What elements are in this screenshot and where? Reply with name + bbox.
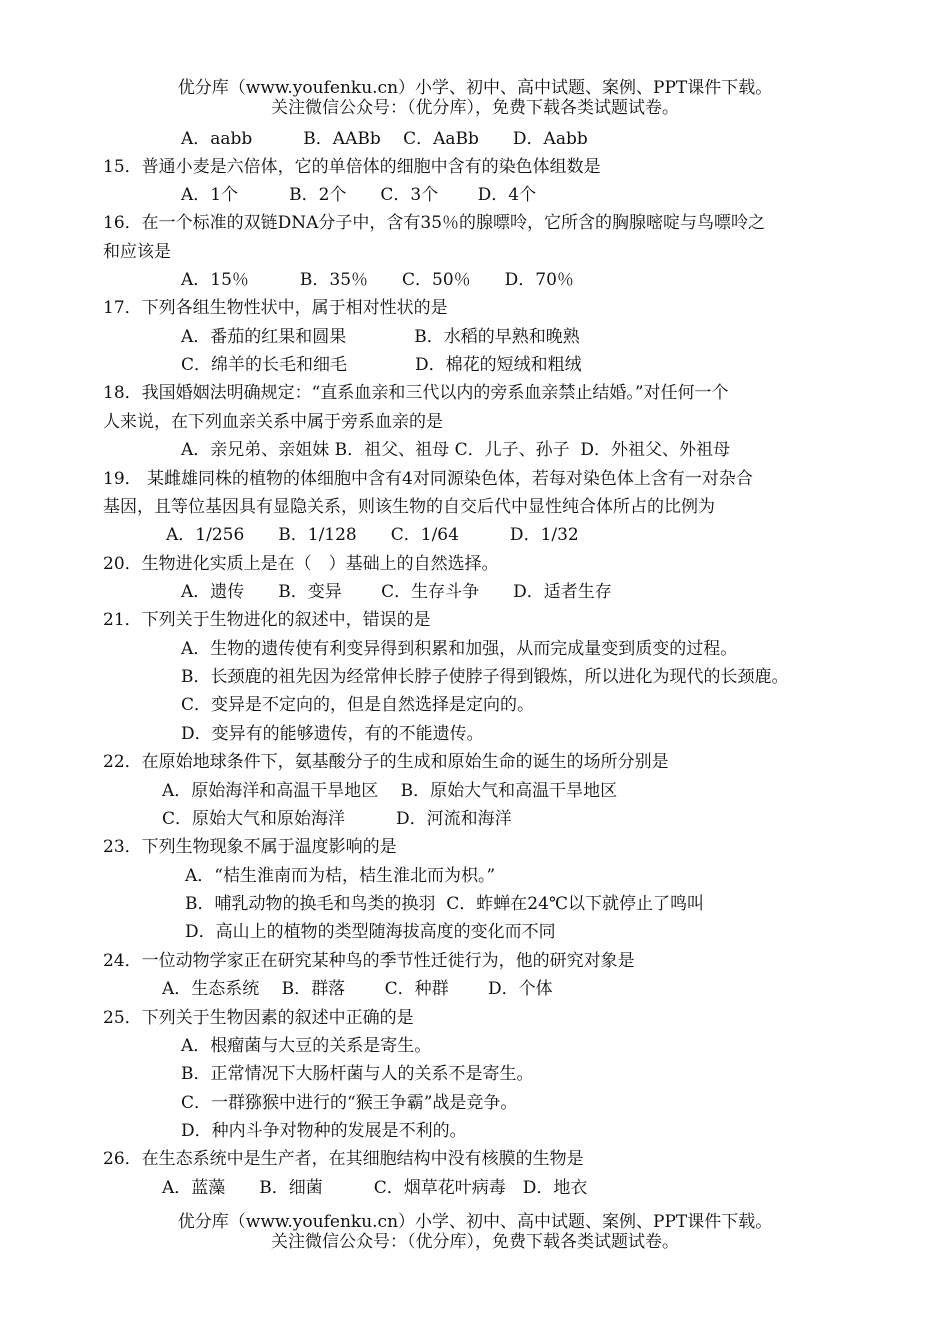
q22-options-2: C．原始大气和原始海洋 D．河流和海洋 [162,809,512,829]
footer-line-1: 优分库（www.youfenku.cn）小学、初中、高中试题、案例、PPT课件下载。 [177,1212,773,1232]
q23-option-a: A．“桔生淮南而为桔，桔生淮北而为枳。” [185,866,496,886]
q18-stem-1: 18．我国婚姻法明确规定：“直系血亲和三代以内的旁系血亲禁止结婚。”对任何一个 [103,383,729,403]
header-line-2: 关注微信公众号：（优分库），免费下载各类试题试卷。 [271,98,679,118]
q16-stem-2: 和应该是 [103,242,171,262]
q24-options: A．生态系统 B．群落 C．种群 D．个体 [162,979,553,999]
q15-stem: 15．普通小麦是六倍体，它的单倍体的细胞中含有的染色体组数是 [103,157,601,177]
q16-stem-1: 16．在一个标准的双链DNA分子中，含有35％的腺嘌呤，它所含的胸腺嘧啶与鸟嘌呤之 [103,213,766,233]
q17-options-1: A．番茄的红果和圆果 B．水稻的早熟和晚熟 [181,327,580,347]
q16-options: A．15％ B．35％ C．50％ D．70％ [181,270,574,290]
q14-options: A．aabb B．AABb C．AaBb D．Aabb [181,129,588,149]
q25-stem: 25．下列关于生物因素的叙述中正确的是 [103,1008,414,1028]
q25-option-b: B．正常情况下大肠杆菌与人的关系不是寄生。 [181,1064,534,1084]
q20-stem: 20．生物进化实质上是在（ ）基础上的自然选择。 [103,554,499,574]
q20-options: A．遗传 B．变异 C．生存斗争 D．适者生存 [181,582,612,602]
q15-options: A．1个 B．2个 C．3个 D．4个 [181,185,537,205]
q17-stem: 17．下列各组生物性状中，属于相对性状的是 [103,298,448,318]
q25-option-a: A．根瘤菌与大豆的关系是寄生。 [181,1036,432,1056]
q23-option-bc: B．哺乳动物的换毛和鸟类的换羽 C．蚱蝉在24℃以下就停止了鸣叫 [185,894,704,914]
q25-option-c: C．一群猕猴中进行的“猴王争霸”战是竞争。 [181,1093,518,1113]
q22-options-1: A．原始海洋和高温干旱地区 B．原始大气和高温干旱地区 [162,781,618,801]
q24-stem: 24．一位动物学家正在研究某种鸟的季节性迁徙行为，他的研究对象是 [103,951,635,971]
q23-stem: 23．下列生物现象不属于温度影响的是 [103,837,397,857]
q19-stem-2: 基因，且等位基因具有显隐关系，则该生物的自交后代中显性纯合体所占的比例为 [103,497,715,517]
q18-stem-2: 人来说，在下列血亲关系中属于旁系血亲的是 [103,412,443,432]
q17-options-2: C．绵羊的长毛和细毛 D．棉花的短绒和粗绒 [181,355,582,375]
q26-options: A．蓝藻 B．细菌 C．烟草花叶病毒 D．地衣 [162,1178,588,1198]
q19-stem-1: 19． 某雌雄同株的植物的体细胞中含有4对同源染色体，若每对染色体上含有一对杂合 [103,469,753,489]
q22-stem: 22．在原始地球条件下，氨基酸分子的生成和原始生命的诞生的场所分别是 [103,752,669,772]
q21-option-b: B．长颈鹿的祖先因为经常伸长脖子使脖子得到锻炼，所以进化为现代的长颈鹿。 [181,667,789,687]
footer-line-2: 关注微信公众号：（优分库），免费下载各类试题试卷。 [271,1232,679,1252]
q21-option-c: C．变异是不定向的，但是自然选择是定向的。 [181,695,535,715]
q23-option-d: D．高山上的植物的类型随海拔高度的变化而不同 [185,922,556,942]
q21-option-a: A．生物的遗传使有利变异得到积累和加强，从而完成量变到质变的过程。 [181,639,738,659]
q19-options: A．1/256 B．1/128 C．1/64 D．1/32 [166,525,579,545]
q21-stem: 21．下列关于生物进化的叙述中，错误的是 [103,610,431,630]
q21-option-d: D．变异有的能够遗传，有的不能遗传。 [181,724,484,744]
header-line-1: 优分库（www.youfenku.cn）小学、初中、高中试题、案例、PPT课件下载。 [177,78,773,98]
q18-options: A．亲兄弟、亲姐妹 B．祖父、祖母 C．儿子、孙子 D．外祖父、外祖母 [181,440,731,460]
q26-stem: 26．在生态系统中是生产者，在其细胞结构中没有核膜的生物是 [103,1149,584,1169]
q25-option-d: D．种内斗争对物种的发展是不利的。 [181,1121,467,1141]
